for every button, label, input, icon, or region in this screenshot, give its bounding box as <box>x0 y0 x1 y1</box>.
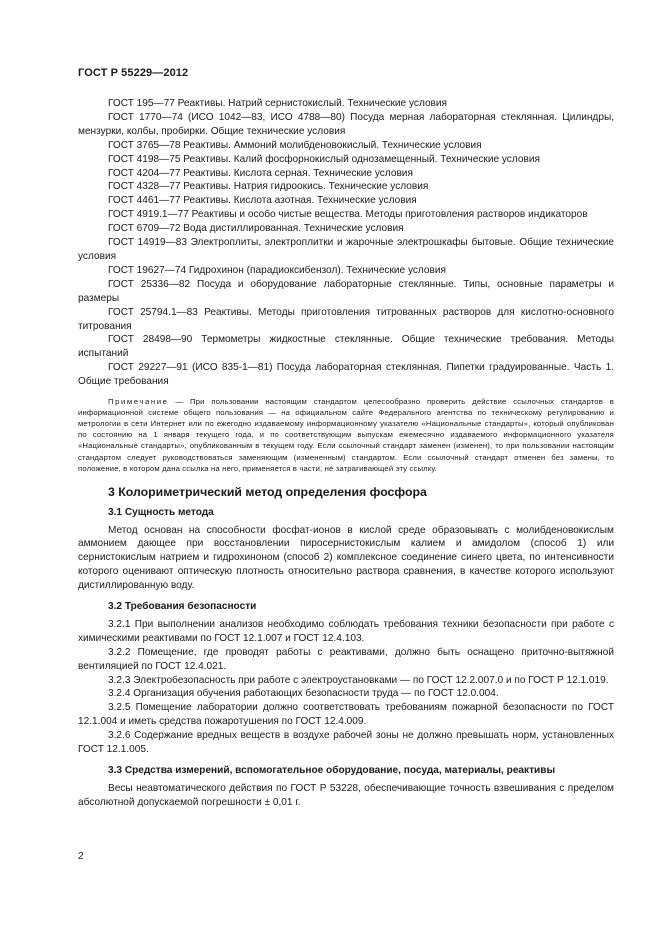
page-number: 2 <box>78 851 84 862</box>
reference-item: ГОСТ 28498—90 Термометры жидкостные стеклянные. Общие технические требования. Методы испытаний <box>78 334 614 360</box>
reference-item: ГОСТ 4461—77 Реактивы. Кислота азотная. Технические условия <box>108 195 417 207</box>
subsection-title: 3.3 Средства измерений, вспомогательное оборудование, посуда, материалы, реактивы <box>108 765 556 776</box>
safety-item: 3.2.5 Помещение лаборатории должно соответствовать требованиям пожарной безопасности по ГОСТ 12.1.004 и иметь средства пожаротушения по ГОСТ 12.4.009. <box>78 702 614 728</box>
document-body <box>78 97 614 810</box>
reference-item: ГОСТ 19627—74 Гидрохинон (парадиоксибензол). Технические условия <box>108 264 447 276</box>
safety-item: 3.2.4 Организация обучения работающих безопасности труда — по ГОСТ 12.0.004. <box>108 688 499 700</box>
reference-item: ГОСТ 6709—72 Вода дистиллированная. Технические условия <box>108 223 404 235</box>
safety-item: 3.2.1 При выполнении анализов необходимо соблюдать требования техники безопасности при работе с химическими реактивами по ГОСТ 12.1.007 и ГОСТ 12.4.103. <box>78 618 614 644</box>
reference-item: ГОСТ 195—77 Реактивы. Натрий сернистокислый. Технические условия <box>108 98 448 109</box>
equipment-paragraph: Весы неавтоматического действия по ГОСТ Р 53228, обеспечивающие точность взвешивания с пределом абсолютной допускаемой погрешности ± 0,01 г. <box>78 782 614 808</box>
subsection-title: 3.2 Требования безопасности <box>108 601 257 613</box>
subsection-title: 3.1 Сущность метода <box>108 506 214 518</box>
section-title: 3 Колориметрический метод определения фосфора <box>108 484 427 499</box>
reference-item: ГОСТ 25794.1—83 Реактивы. Методы приготовления титрованных растворов для кислотно-основного титрования <box>78 306 614 332</box>
method-principle-paragraph: Метод основан на способности фосфат-ионов в кислой среде образовывать с молибденовокислым аммонием дающее при восстановлении пиросернистокислым калием и амидолом (способ 1) или сернистокислым натрием и гидрохиноном (способ 2) комплексное соединение синего цвета, по интенсивности которого оценивают оптическую плотность относительно раствора сравнения, в качестве которого используют дистиллированную воду. <box>78 524 614 592</box>
note-paragraph <box>78 396 614 474</box>
reference-item: ГОСТ 25336—82 Посуда и оборудование лабораторные стеклянные. Типы, основные параметры и размеры <box>78 278 614 304</box>
reference-item: ГОСТ 3765—78 Реактивы. Аммоний молибденовокислый. Технические условия <box>108 139 482 151</box>
safety-item: 3.2.2 Помещение, где проводят работы с реактивами, должно быть оснащено приточно-вытяжной вентиляцией по ГОСТ 12.4.021. <box>78 646 614 672</box>
safety-item: 3.2.3 Электробезопасность при работе с электроустановками — по ГОСТ 12.2.007.0 и по ГОСТ Р 12.1.019. <box>108 674 609 686</box>
reference-item: ГОСТ 14919—83 Электроплиты, электроплитки и жарочные электрошкафы бытовые. Общие технические условия <box>78 237 614 262</box>
reference-item: ГОСТ 4328—77 Реактивы. Натрия гидроокись. Технические условия <box>108 181 429 193</box>
document-header: ГОСТ Р 55229—2012 <box>78 67 189 79</box>
safety-item: 3.2.6 Содержание вредных веществ в воздухе рабочей зоны не должно превышать норм, установленных ГОСТ 12.1.005. <box>78 730 614 756</box>
note-text: — При пользовании настоящим стандартом целесообразно проверить действие ссылочных стандартов в информационной системе общего пользования — на официальном сайте Федерального агентства по техническому регулированию и метрологии в сети Интернет или по ежегодно издаваемому информационному указателю «Национальные стандарты», который опубликован по состоянию на 1 января текущего года, и по соответствующим выпускам ежемесячно издаваемого информационного указателя «Национальные стандарты», опубликованным в текущем году. Если ссылочный стандарт заменен (изменен), то при пользовании настоящим стандартом следует руководствоваться заменяющим (измененным) стандартом. Если ссылочный стандарт отменен без замены, то положение, в котором дана ссылка на него, применяется в части, не затрагивающей эту ссылку. <box>78 397 614 473</box>
reference-item: ГОСТ 29227—91 (ИСО 835-1—81) Посуда лабораторная стеклянная. Пипетки градуированные. Часть 1. Общие требования <box>78 362 614 388</box>
reference-item: ГОСТ 4919.1—77 Реактивы и особо чистые вещества. Методы приготовления растворов индикаторов <box>108 209 588 221</box>
reference-item: ГОСТ 1770—74 (ИСО 1042—83, ИСО 4788—80) Посуда мерная лабораторная стеклянная. Цилиндры, мензурки, колбы, пробирки. Общие технические условия <box>78 111 614 137</box>
references-list <box>78 97 614 389</box>
reference-item: ГОСТ 4198—75 Реактивы. Калий фосфорнокислый однозамещенный. Технические условия <box>108 153 540 165</box>
note-label: Примечание <box>108 397 169 407</box>
reference-item: ГОСТ 4204—77 Реактивы. Кислота серная. Технические условия <box>108 167 413 179</box>
